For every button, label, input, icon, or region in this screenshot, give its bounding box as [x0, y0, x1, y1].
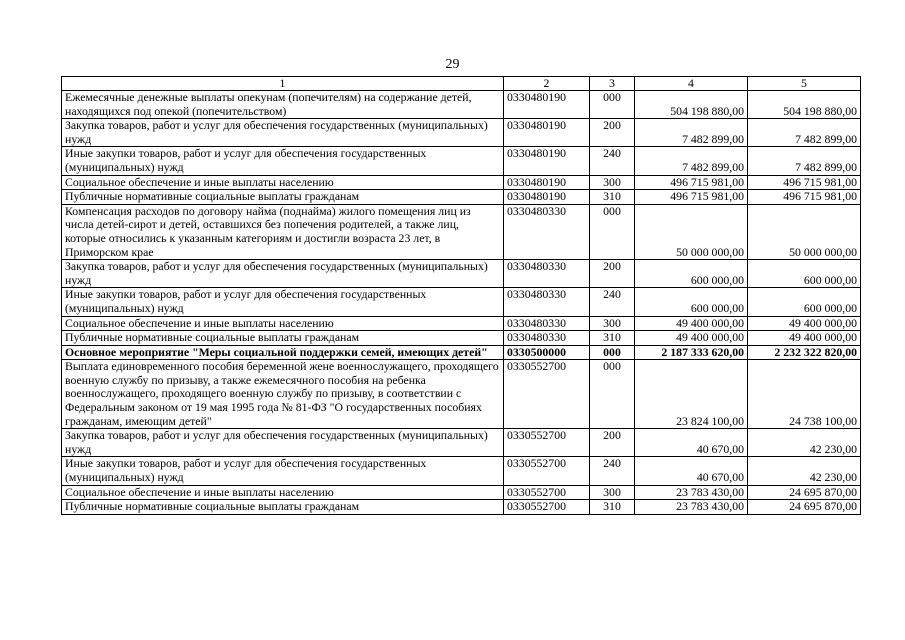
table-row: [62, 288, 861, 316]
row-name-cell: Иные закупки товаров, работ и услуг для обеспечения государственных (муниципальных) нужд: [62, 147, 504, 175]
row-amount-col4-cell: 7 482 899,00: [635, 147, 748, 175]
row-type-cell: 240: [590, 147, 635, 175]
row-amount-col5-cell: 504 198 880,00: [748, 91, 861, 119]
row-code-cell: 0330552700: [504, 360, 590, 429]
row-code-cell: 0330480330: [504, 316, 590, 331]
row-amount-col4-cell: 600 000,00: [635, 288, 748, 316]
row-name-cell: Закупка товаров, работ и услуг для обеспечения государственных (муниципальных) нужд: [62, 119, 504, 147]
row-type-cell: 200: [590, 260, 635, 288]
table-row: [62, 429, 861, 457]
row-type-cell: 310: [590, 190, 635, 205]
row-amount-col5-cell: 7 482 899,00: [748, 119, 861, 147]
row-amount-col5-cell: 50 000 000,00: [748, 204, 861, 259]
header-cell: 5: [748, 77, 861, 91]
row-type-cell: 200: [590, 429, 635, 457]
row-name-cell: Компенсация расходов по договору найма (поднайма) жилого помещения лиц из числа детей-сирот и детей, оставшихся без попечения родителей, а также лиц, которые относились к указанным категориям и достигли возраста 23 лет, в Приморском крае: [62, 204, 504, 259]
budget-table: [61, 76, 861, 515]
row-amount-col4-cell: 23 824 100,00: [635, 360, 748, 429]
row-name-cell: Закупка товаров, работ и услуг для обеспечения государственных (муниципальных) нужд: [62, 260, 504, 288]
row-type-cell: 200: [590, 119, 635, 147]
row-code-cell: 0330480330: [504, 260, 590, 288]
row-amount-col4-cell: 50 000 000,00: [635, 204, 748, 259]
row-amount-col5-cell: 24 695 870,00: [748, 500, 861, 515]
row-amount-col4-cell: 496 715 981,00: [635, 190, 748, 205]
row-amount-col5-cell: 2 232 322 820,00: [748, 345, 861, 360]
row-name-cell: Социальное обеспечение и иные выплаты населению: [62, 316, 504, 331]
row-code-cell: 0330480190: [504, 190, 590, 205]
row-name-cell: Иные закупки товаров, работ и услуг для обеспечения государственных (муниципальных) нужд: [62, 288, 504, 316]
table-row: [62, 360, 861, 429]
table-row: [62, 345, 861, 360]
row-code-cell: 0330552700: [504, 485, 590, 500]
row-name-cell: Иные закупки товаров, работ и услуг для обеспечения государственных (муниципальных) нужд: [62, 457, 504, 485]
header-cell: 2: [504, 77, 590, 91]
row-amount-col5-cell: 42 230,00: [748, 429, 861, 457]
row-amount-col5-cell: 7 482 899,00: [748, 147, 861, 175]
row-name-cell: Выплата единовременного пособия беременной жене военнослужащего, проходящего военную службу по призыву, а также ежемесячного пособия на ребенка военнослужащего, проходящего военную службу по призыву, в соответствии с Федеральным законом от 19 мая 1995 года № 81-ФЗ "О государственных пособиях гражданам, имеющим детей": [62, 360, 504, 429]
row-amount-col4-cell: 23 783 430,00: [635, 485, 748, 500]
table-row: [62, 204, 861, 259]
row-name-cell: Публичные нормативные социальные выплаты гражданам: [62, 190, 504, 205]
row-type-cell: 000: [590, 360, 635, 429]
row-code-cell: 0330480330: [504, 331, 590, 346]
row-type-cell: 000: [590, 91, 635, 119]
table-row: [62, 457, 861, 485]
row-name-cell: Социальное обеспечение и иные выплаты населению: [62, 175, 504, 190]
row-amount-col5-cell: 24 695 870,00: [748, 485, 861, 500]
row-type-cell: 000: [590, 204, 635, 259]
row-amount-col5-cell: 49 400 000,00: [748, 316, 861, 331]
table-row: [62, 147, 861, 175]
row-amount-col5-cell: 49 400 000,00: [748, 331, 861, 346]
header-cell: 1: [62, 77, 504, 91]
row-type-cell: 000: [590, 345, 635, 360]
table-row: [62, 316, 861, 331]
table-row: [62, 331, 861, 346]
row-type-cell: 240: [590, 288, 635, 316]
row-amount-col4-cell: 40 670,00: [635, 429, 748, 457]
row-code-cell: 0330552700: [504, 429, 590, 457]
row-type-cell: 240: [590, 457, 635, 485]
table-row: [62, 119, 861, 147]
row-code-cell: 0330500000: [504, 345, 590, 360]
row-name-cell: Публичные нормативные социальные выплаты гражданам: [62, 331, 504, 346]
row-name-cell: Закупка товаров, работ и услуг для обеспечения государственных (муниципальных) нужд: [62, 429, 504, 457]
row-type-cell: 310: [590, 500, 635, 515]
table-row: [62, 175, 861, 190]
table-row: [62, 485, 861, 500]
row-type-cell: 300: [590, 485, 635, 500]
row-code-cell: 0330480190: [504, 147, 590, 175]
row-amount-col4-cell: 504 198 880,00: [635, 91, 748, 119]
row-type-cell: 310: [590, 331, 635, 346]
row-amount-col5-cell: 600 000,00: [748, 260, 861, 288]
header-cell: 3: [590, 77, 635, 91]
row-code-cell: 0330552700: [504, 500, 590, 515]
row-amount-col4-cell: 2 187 333 620,00: [635, 345, 748, 360]
row-amount-col4-cell: 49 400 000,00: [635, 316, 748, 331]
table-row: [62, 260, 861, 288]
table-row: [62, 500, 861, 515]
row-name-cell: Ежемесячные денежные выплаты опекунам (попечителям) на содержание детей, находящихся под опекой (попечительством): [62, 91, 504, 119]
row-amount-col5-cell: 600 000,00: [748, 288, 861, 316]
row-amount-col4-cell: 7 482 899,00: [635, 119, 748, 147]
table-header-row: [62, 77, 861, 91]
row-amount-col4-cell: 49 400 000,00: [635, 331, 748, 346]
table-row: [62, 91, 861, 119]
row-code-cell: 0330480190: [504, 119, 590, 147]
row-amount-col4-cell: 496 715 981,00: [635, 175, 748, 190]
table-row: [62, 190, 861, 205]
row-amount-col5-cell: 496 715 981,00: [748, 175, 861, 190]
row-amount-col5-cell: 24 738 100,00: [748, 360, 861, 429]
row-name-cell: Основное мероприятие "Меры социальной поддержки семей, имеющих детей": [62, 345, 504, 360]
row-code-cell: 0330552700: [504, 457, 590, 485]
row-code-cell: 0330480330: [504, 204, 590, 259]
row-amount-col4-cell: 23 783 430,00: [635, 500, 748, 515]
row-amount-col5-cell: 42 230,00: [748, 457, 861, 485]
row-amount-col4-cell: 600 000,00: [635, 260, 748, 288]
row-name-cell: Публичные нормативные социальные выплаты гражданам: [62, 500, 504, 515]
row-amount-col4-cell: 40 670,00: [635, 457, 748, 485]
row-code-cell: 0330480190: [504, 175, 590, 190]
page-number: 29: [445, 57, 460, 72]
row-code-cell: 0330480190: [504, 91, 590, 119]
header-cell: 4: [635, 77, 748, 91]
row-name-cell: Социальное обеспечение и иные выплаты населению: [62, 485, 504, 500]
row-type-cell: 300: [590, 316, 635, 331]
row-amount-col5-cell: 496 715 981,00: [748, 190, 861, 205]
row-code-cell: 0330480330: [504, 288, 590, 316]
row-type-cell: 300: [590, 175, 635, 190]
